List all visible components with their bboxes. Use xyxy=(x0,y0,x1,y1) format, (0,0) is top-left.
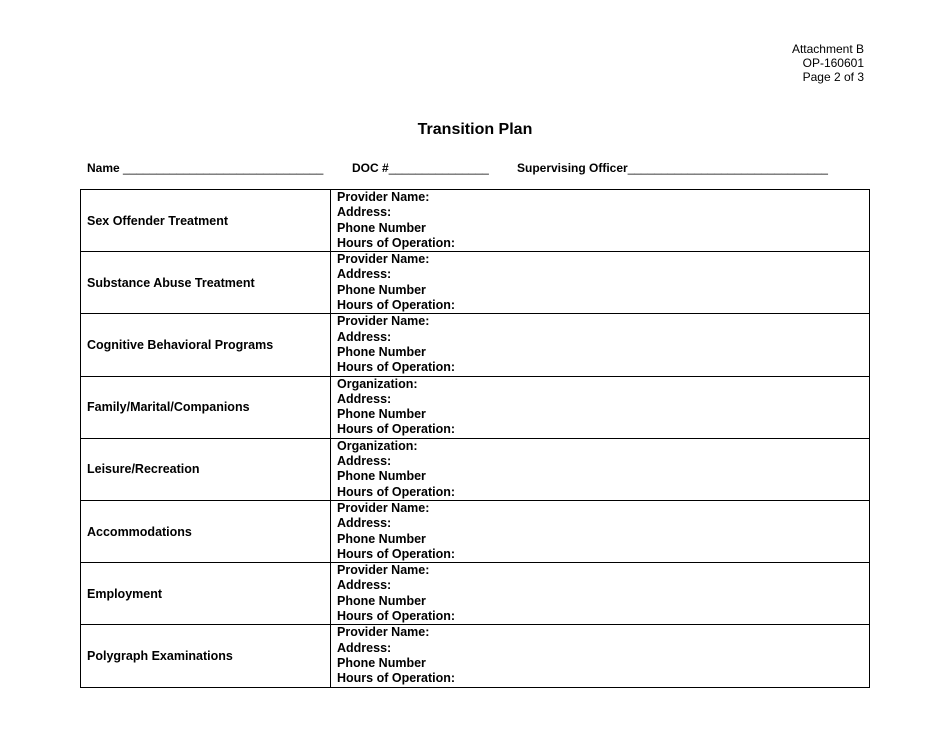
provider-info-label: Address: xyxy=(337,391,392,406)
category-cell: Leisure/Recreation xyxy=(81,438,331,500)
provider-info-label: Provider Name: xyxy=(337,252,430,267)
table-row xyxy=(81,252,870,314)
page-title: Transition Plan xyxy=(417,121,533,138)
category-cell: Accommodations xyxy=(81,500,331,562)
provider-info-label: Phone Number xyxy=(337,655,426,670)
table-row xyxy=(81,314,870,376)
doc-blank[interactable]: _______________ xyxy=(388,161,489,175)
table-row xyxy=(81,438,870,500)
provider-info-cell[interactable] xyxy=(331,438,870,500)
provider-info-label: Address: xyxy=(337,329,392,344)
provider-info-cell[interactable] xyxy=(331,190,870,252)
name-field[interactable] xyxy=(87,161,323,175)
provider-info-label: Provider Name: xyxy=(337,190,430,204)
provider-info-label: Provider Name: xyxy=(337,314,430,329)
supervising-officer-label: Supervising Officer xyxy=(517,161,628,175)
provider-info-label: Phone Number xyxy=(337,593,426,608)
transition-plan-rows xyxy=(81,190,870,688)
transition-plan-table xyxy=(80,189,870,688)
category-cell: Substance Abuse Treatment xyxy=(81,252,331,314)
provider-info-label: Phone Number xyxy=(337,282,426,297)
page-number: Page 2 of 3 xyxy=(802,70,864,84)
provider-info-label: Hours of Operation: xyxy=(337,484,456,499)
provider-info-label: Address: xyxy=(337,267,392,282)
table-row xyxy=(81,376,870,438)
provider-info-label: Hours of Operation: xyxy=(337,422,456,437)
category-cell: Cognitive Behavioral Programs xyxy=(81,314,331,376)
doc-number-field[interactable] xyxy=(352,161,489,175)
provider-info-label: Organization: xyxy=(337,376,418,391)
provider-info-label: Phone Number xyxy=(337,344,426,359)
name-label: Name xyxy=(87,161,120,175)
provider-info-cell[interactable] xyxy=(331,563,870,625)
provider-info-label: Phone Number xyxy=(337,469,426,484)
provider-info-label: Address: xyxy=(337,454,392,469)
provider-info-label: Provider Name: xyxy=(337,625,430,640)
table-row xyxy=(81,190,870,252)
provider-info-label: Address: xyxy=(337,205,392,220)
category-cell: Sex Offender Treatment xyxy=(81,190,331,252)
name-blank[interactable]: ______________________________ xyxy=(123,161,324,175)
provider-info-label: Address: xyxy=(337,640,392,655)
provider-info-label: Hours of Operation: xyxy=(337,546,456,561)
provider-info-label: Provider Name: xyxy=(337,563,430,578)
provider-info-label: Address: xyxy=(337,578,392,593)
provider-info-label: Phone Number xyxy=(337,220,426,235)
doc-label: DOC # xyxy=(352,161,389,175)
table-row xyxy=(81,625,870,687)
provider-info-label: Phone Number xyxy=(337,407,426,422)
provider-info-label: Address: xyxy=(337,516,392,531)
provider-info-label: Hours of Operation: xyxy=(337,298,456,313)
provider-info-label: Hours of Operation: xyxy=(337,671,456,686)
provider-info-cell[interactable] xyxy=(331,314,870,376)
supervising-officer-field[interactable] xyxy=(517,161,828,175)
provider-info-label: Provider Name: xyxy=(337,500,430,515)
provider-info-cell[interactable] xyxy=(331,252,870,314)
provider-info-label: Hours of Operation: xyxy=(337,235,456,250)
category-cell: Polygraph Examinations xyxy=(81,625,331,687)
provider-info-label: Hours of Operation: xyxy=(337,609,456,624)
provider-info-label: Organization: xyxy=(337,438,418,453)
category-cell: Family/Marital/Companions xyxy=(81,376,331,438)
provider-info-cell[interactable] xyxy=(331,500,870,562)
provider-info-cell[interactable] xyxy=(331,376,870,438)
document-header xyxy=(792,42,864,84)
provider-info-label: Phone Number xyxy=(337,531,426,546)
supervising-officer-blank[interactable]: ______________________________ xyxy=(627,161,828,175)
category-cell: Employment xyxy=(81,563,331,625)
provider-info-label: Hours of Operation: xyxy=(337,360,456,375)
table-row xyxy=(81,563,870,625)
provider-info-cell[interactable] xyxy=(331,625,870,687)
table-row xyxy=(81,500,870,562)
attachment-label: Attachment B xyxy=(791,42,864,56)
document-number: OP-160601 xyxy=(802,56,864,70)
